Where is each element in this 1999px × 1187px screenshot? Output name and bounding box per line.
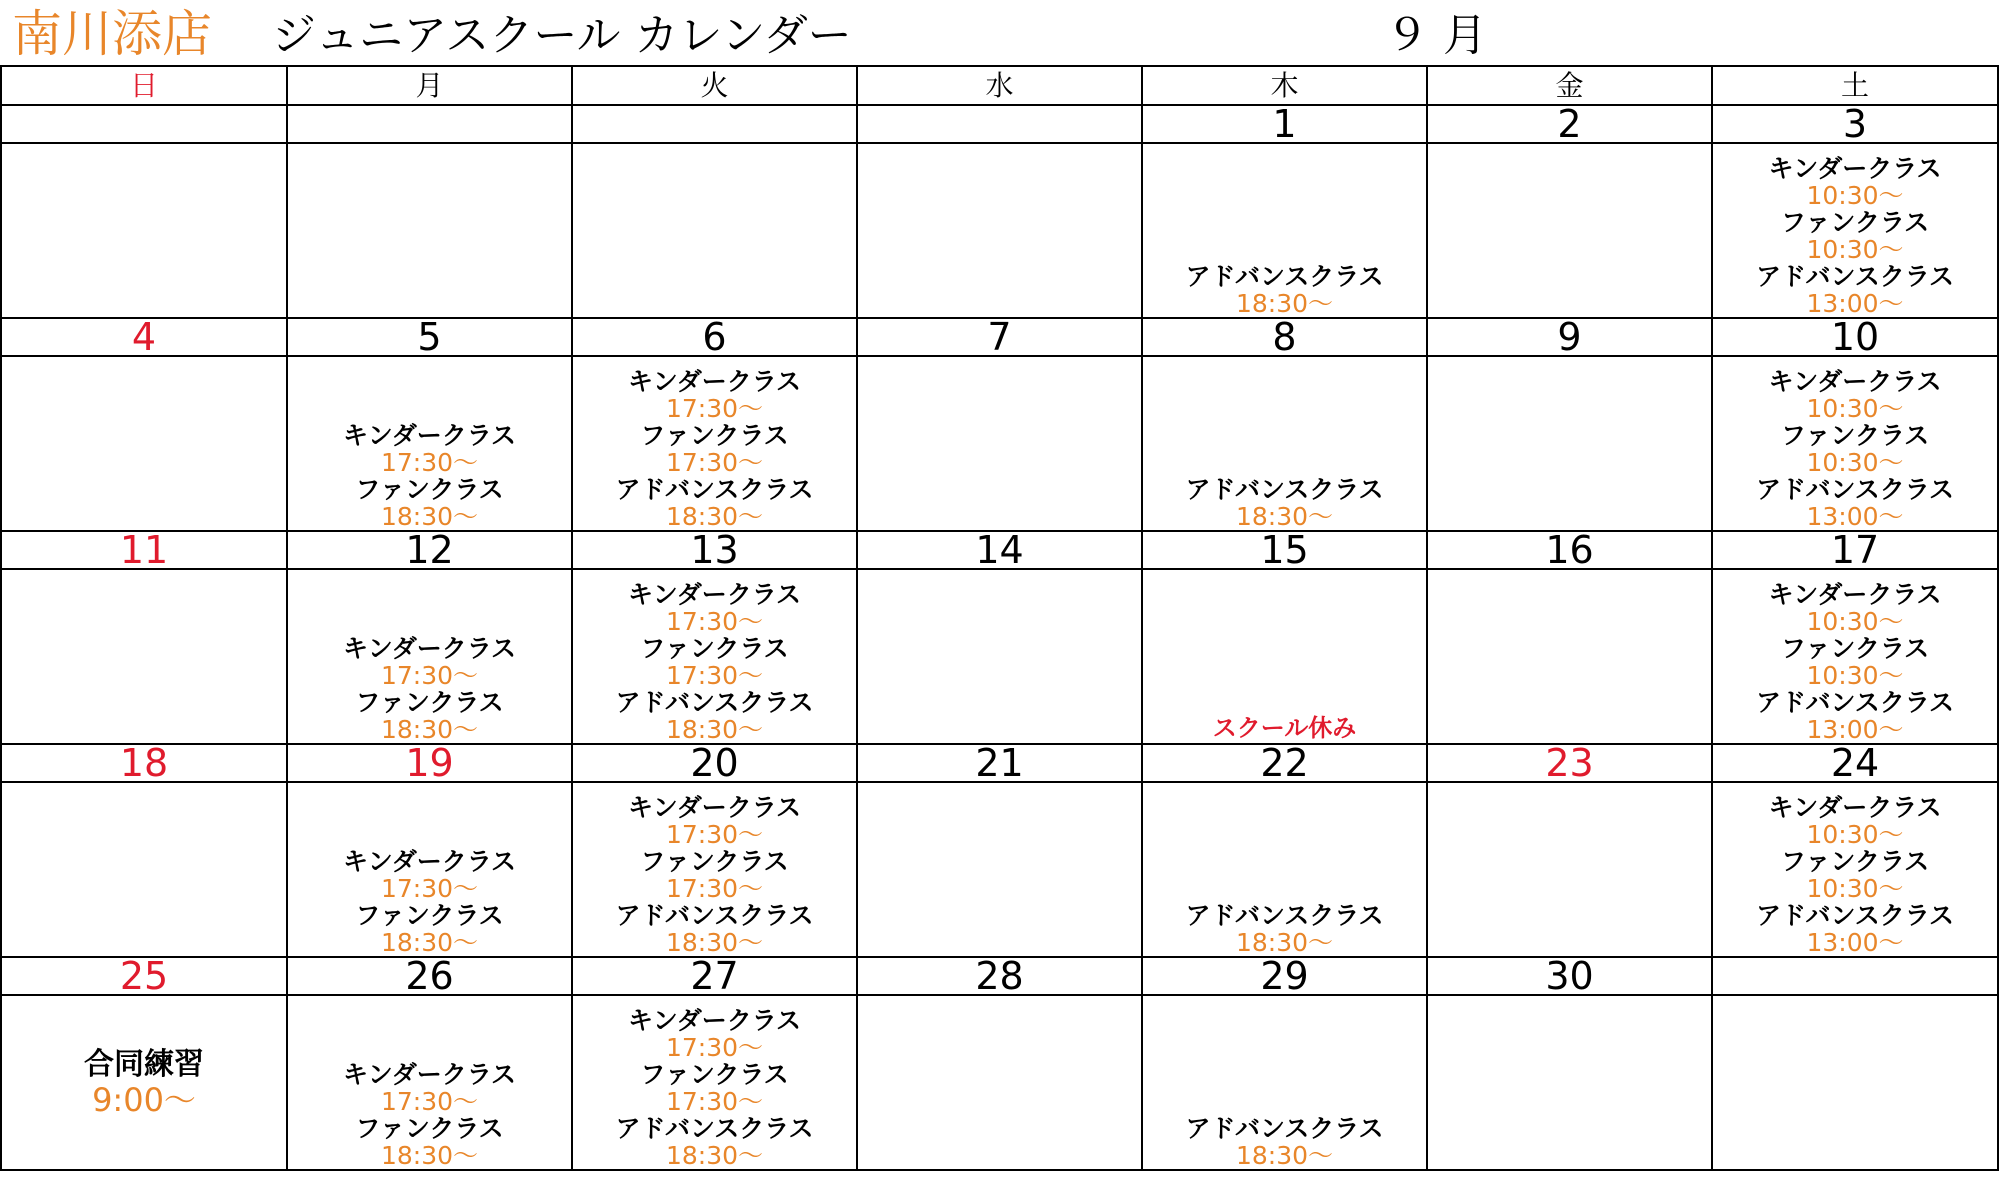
class-name: ファンクラス (355, 688, 504, 717)
class-time: 17:30～ (665, 820, 764, 849)
date-cell (1427, 957, 1712, 995)
weekday-label: 土 (1840, 69, 1869, 102)
store-name: 南川添店 (12, 5, 212, 63)
class-time: 17:30～ (665, 607, 764, 636)
date-cell (1142, 957, 1427, 995)
day-events-cell (1, 143, 287, 318)
class-time: 17:30～ (665, 1033, 764, 1062)
class-time: 10:30～ (1806, 607, 1904, 636)
date-cell (1427, 318, 1712, 356)
class-name: アドバンスクラス (1185, 475, 1384, 504)
class-name: ファンクラス (1780, 634, 1930, 663)
class-time: 10:30～ (1806, 874, 1904, 903)
date-number: 8 (1272, 318, 1297, 356)
week-events-row (1, 782, 1998, 957)
date-cell (857, 105, 1142, 143)
class-name: ファンクラス (1780, 847, 1930, 876)
class-time: 17:30～ (380, 448, 479, 477)
class-time: 17:30～ (380, 661, 479, 690)
day-events-cell (857, 782, 1142, 957)
date-cell (1712, 531, 1998, 569)
class-name: アドバンスクラス (1185, 1114, 1384, 1143)
class-name: ファンクラス (355, 1114, 504, 1143)
class-time: 10:30～ (1806, 448, 1904, 477)
date-number: 19 (405, 744, 454, 782)
date-cell (1, 105, 287, 143)
special-event (2, 998, 286, 1169)
day-events-cell (1, 995, 287, 1170)
date-cell (1, 957, 287, 995)
class-name: ファンクラス (640, 1060, 789, 1089)
day-events-cell (1427, 143, 1712, 318)
week-date-row (1, 105, 1998, 143)
day-events-cell (1427, 569, 1712, 744)
day-events-cell (857, 569, 1142, 744)
class-time: 17:30～ (665, 394, 764, 423)
date-cell (1142, 318, 1427, 356)
day-events-cell (1712, 995, 1998, 1170)
date-number: 30 (1545, 957, 1594, 995)
special-event-name: 合同練習 (84, 1047, 204, 1082)
date-number: 29 (1260, 957, 1309, 995)
class-name: キンダークラス (1768, 580, 1942, 609)
date-number: 5 (417, 318, 442, 356)
class-name: ファンクラス (1780, 421, 1930, 450)
date-cell (1142, 744, 1427, 782)
class-time: 18:30～ (1235, 502, 1334, 531)
class-name: アドバンスクラス (1185, 901, 1384, 930)
class-time: 18:30～ (380, 928, 479, 957)
day-events-cell (572, 356, 857, 531)
date-number: 10 (1830, 318, 1880, 356)
date-number: 14 (975, 531, 1024, 569)
date-number: 18 (119, 744, 169, 782)
class-time: 17:30～ (665, 448, 764, 477)
date-cell (1142, 105, 1427, 143)
date-number: 11 (119, 531, 169, 569)
day-events-cell (1142, 569, 1427, 744)
class-name: アドバンスクラス (1755, 262, 1954, 291)
date-number: 12 (405, 531, 454, 569)
date-number: 23 (1545, 744, 1594, 782)
date-cell (1427, 105, 1712, 143)
weekday-label: 月 (415, 69, 444, 102)
class-name: アドバンスクラス (615, 688, 814, 717)
class-time: 10:30～ (1806, 181, 1904, 210)
class-name: キンダークラス (342, 1060, 516, 1089)
weekday-header-cell (1142, 66, 1427, 105)
class-time: 18:30～ (380, 502, 479, 531)
date-cell (1, 531, 287, 569)
class-name: キンダークラス (342, 421, 516, 450)
date-cell (857, 318, 1142, 356)
date-cell (857, 744, 1142, 782)
class-name: ファンクラス (1780, 208, 1930, 237)
date-number: 24 (1830, 744, 1880, 782)
date-number: 21 (975, 744, 1024, 782)
date-number: 1 (1272, 105, 1297, 143)
monthly-calendar (0, 65, 1999, 1171)
weekday-label: 木 (1270, 69, 1299, 102)
day-events-cell (1142, 782, 1427, 957)
weekday-header-cell (1712, 66, 1998, 105)
date-cell (1712, 318, 1998, 356)
day-events-cell (857, 143, 1142, 318)
calendar-title: ジュニアスクール カレンダー (272, 10, 852, 61)
day-events-cell (857, 356, 1142, 531)
weekday-header-cell (1, 66, 287, 105)
date-cell (1427, 744, 1712, 782)
date-cell (287, 531, 572, 569)
class-name: キンダークラス (627, 367, 801, 396)
class-time: 18:30～ (665, 502, 764, 531)
class-name: ファンクラス (640, 634, 789, 663)
date-number: 15 (1260, 531, 1309, 569)
weekday-header-cell (857, 66, 1142, 105)
day-events-cell (1, 356, 287, 531)
date-number: 13 (690, 531, 739, 569)
class-name: キンダークラス (1768, 367, 1942, 396)
class-time: 18:30～ (380, 715, 479, 744)
day-events-cell (1712, 569, 1998, 744)
weekday-label: 金 (1555, 69, 1584, 102)
class-name: アドバンスクラス (1755, 901, 1954, 930)
school-closed-note: スクール休み (1212, 714, 1357, 742)
weekday-header-row (1, 66, 1998, 105)
date-number: 28 (975, 957, 1024, 995)
date-cell (572, 531, 857, 569)
class-name: キンダークラス (627, 793, 801, 822)
class-time: 13:00～ (1806, 928, 1904, 957)
calendar-header (0, 0, 1999, 66)
date-number: 3 (1842, 105, 1868, 143)
week-date-row (1, 744, 1998, 782)
class-time: 10:30～ (1806, 820, 1904, 849)
class-time: 17:30～ (665, 1087, 764, 1116)
class-time: 10:30～ (1806, 661, 1904, 690)
date-number: 26 (405, 957, 454, 995)
month-label: ９ 月 (1385, 10, 1487, 61)
class-name: ファンクラス (355, 475, 504, 504)
class-time: 10:30～ (1806, 235, 1904, 264)
day-events-cell (1427, 995, 1712, 1170)
class-time: 13:00～ (1806, 502, 1904, 531)
class-name: ファンクラス (355, 901, 504, 930)
class-time: 18:30～ (665, 715, 764, 744)
class-name: ファンクラス (640, 421, 789, 450)
class-name: キンダークラス (342, 847, 516, 876)
date-number: 6 (702, 318, 727, 356)
date-cell (572, 105, 857, 143)
date-cell (1, 744, 287, 782)
date-number: 25 (119, 957, 169, 995)
weekday-header-cell (572, 66, 857, 105)
date-number: 17 (1830, 531, 1880, 569)
date-cell (287, 957, 572, 995)
class-name: アドバンスクラス (615, 475, 814, 504)
date-cell (1427, 531, 1712, 569)
class-time: 18:30～ (1235, 289, 1334, 318)
weekday-label: 水 (985, 69, 1014, 102)
date-number: 16 (1545, 531, 1594, 569)
date-number: 7 (987, 318, 1012, 356)
day-events-cell (1, 569, 287, 744)
weekday-label: 火 (700, 69, 729, 102)
class-name: アドバンスクラス (615, 901, 814, 930)
date-cell (572, 744, 857, 782)
class-time: 17:30～ (380, 874, 479, 903)
class-name: キンダークラス (1768, 793, 1942, 822)
week-date-row (1, 318, 1998, 356)
class-name: キンダークラス (342, 634, 516, 663)
weekday-header-cell (287, 66, 572, 105)
date-cell (857, 531, 1142, 569)
date-number: 27 (690, 957, 739, 995)
weekday-label: 日 (129, 69, 158, 102)
class-time: 18:30～ (1235, 1141, 1334, 1170)
class-time: 18:30～ (1235, 928, 1334, 957)
day-events-cell (1, 782, 287, 957)
class-time: 18:30～ (665, 928, 764, 957)
week-events-row (1, 995, 1998, 1170)
date-cell (1, 318, 287, 356)
day-events-cell (287, 143, 572, 318)
date-number: 22 (1260, 744, 1309, 782)
date-cell (572, 957, 857, 995)
class-time: 18:30～ (380, 1141, 479, 1170)
day-events-cell (1712, 143, 1998, 318)
day-events-cell (572, 143, 857, 318)
special-event-time: 9:00～ (92, 1081, 196, 1119)
class-name: アドバンスクラス (1755, 688, 1954, 717)
week-events-row (1, 356, 1998, 531)
week-events-row (1, 143, 1998, 318)
class-time: 18:30～ (665, 1141, 764, 1170)
date-cell (1712, 744, 1998, 782)
class-name: アドバンスクラス (1755, 475, 1954, 504)
day-events-cell (287, 569, 572, 744)
day-events-cell (1142, 995, 1427, 1170)
day-events-cell (1427, 782, 1712, 957)
class-time: 17:30～ (665, 874, 764, 903)
date-cell (287, 744, 572, 782)
date-cell (1712, 957, 1998, 995)
date-cell (287, 318, 572, 356)
date-number: 20 (690, 744, 739, 782)
date-cell (572, 318, 857, 356)
weekday-header-cell (1427, 66, 1712, 105)
day-events-cell (1142, 143, 1427, 318)
day-events-cell (287, 995, 572, 1170)
day-events-cell (572, 995, 857, 1170)
day-events-cell (287, 782, 572, 957)
date-cell (1712, 105, 1998, 143)
day-events-cell (287, 356, 572, 531)
day-events-cell (1142, 356, 1427, 531)
day-events-cell (1427, 356, 1712, 531)
day-events-cell (572, 569, 857, 744)
class-name: キンダークラス (627, 580, 801, 609)
week-date-row (1, 531, 1998, 569)
date-cell (287, 105, 572, 143)
class-name: キンダークラス (1768, 154, 1942, 183)
date-number: 4 (131, 318, 157, 356)
class-time: 10:30～ (1806, 394, 1904, 423)
date-number: 2 (1557, 105, 1582, 143)
class-name: ファンクラス (640, 847, 789, 876)
class-name: アドバンスクラス (615, 1114, 814, 1143)
week-date-row (1, 957, 1998, 995)
day-events-cell (1712, 356, 1998, 531)
class-time: 17:30～ (665, 661, 764, 690)
date-cell (857, 957, 1142, 995)
date-cell (1142, 531, 1427, 569)
week-events-row (1, 569, 1998, 744)
day-events-cell (1712, 782, 1998, 957)
class-time: 13:00～ (1806, 715, 1904, 744)
day-events-cell (572, 782, 857, 957)
date-number: 9 (1557, 318, 1582, 356)
class-time: 13:00～ (1806, 289, 1904, 318)
class-name: アドバンスクラス (1185, 262, 1384, 291)
day-events-cell (857, 995, 1142, 1170)
class-name: キンダークラス (627, 1006, 801, 1035)
class-time: 17:30～ (380, 1087, 479, 1116)
